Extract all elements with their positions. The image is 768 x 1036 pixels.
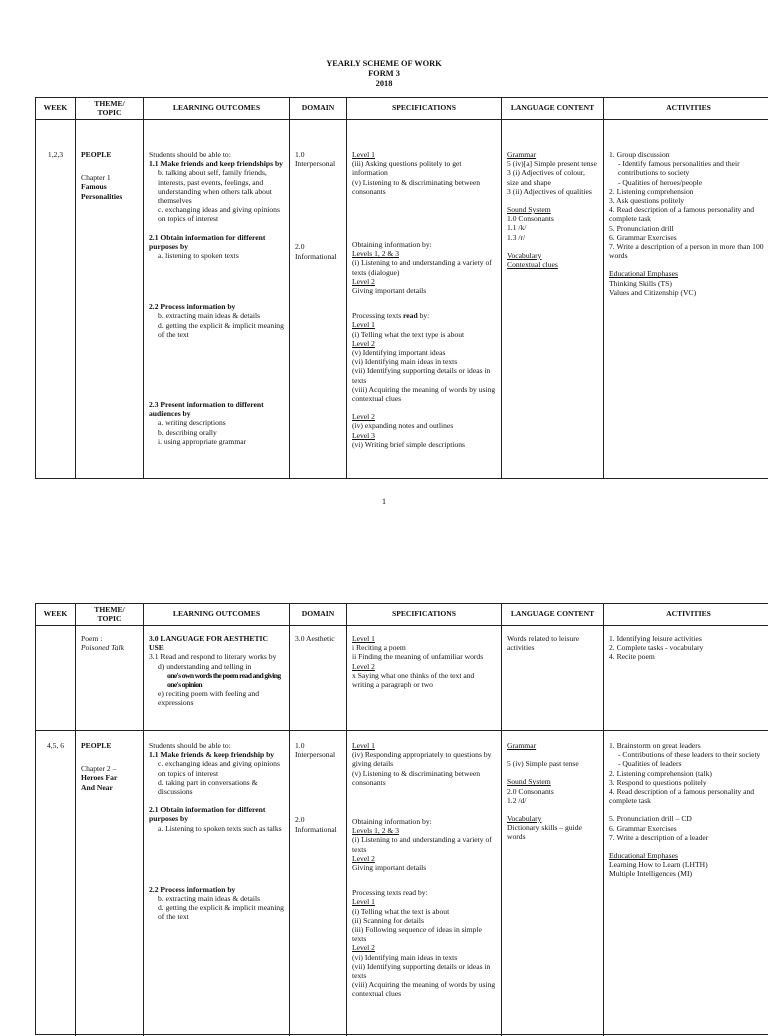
outcomes-cell: Students should be able to: 1.1 Make friends & keep friendship by c. exchanging ideas and giving opinions on topics of interest d. taking part in conversations & discussions 2.1 Obtain information for different purposes by a. Listening to spoken texts such as talks 2.2 Process information by b. extracting main ideas & details d. getting the explicit & implicit meaning of the text: [144, 731, 290, 1036]
table-row: [36, 731, 768, 1036]
specs-cell: Level 1 (iii) Asking questions politely to get information (v) Listening to & discriminating between consonants Obtaining information by: Levels 1, 2 & 3 (i) Listening to and understanding a variety of texts (dialogue) Level 2 Giving important details Processing texts read by: Level 1 (i) Telling what the text type is about Level 2 (v) Identifying important ideas (vi) Identifying main ideas in texts (vii) Identifying supporting details or ideas in texts (viii) Acquiring the meaning of words by using contextual clues Level 2 (iv) expanding notes and outlines Level 3 (vi) Writing brief simple descriptions: [347, 120, 502, 478]
table-header: [36, 604, 768, 626]
header-theme: THEME/ TOPIC: [76, 604, 144, 625]
page-number: 1: [381, 496, 387, 506]
scheme-table-page-1: [35, 97, 768, 479]
week-cell: [36, 626, 76, 730]
theme-cell: PEOPLE Chapter 2 – Heroes Far And Near: [76, 731, 144, 1036]
week-cell: 4,5, 6: [36, 731, 76, 1036]
table-row: [36, 626, 768, 731]
title-line-3: 2018: [375, 79, 393, 88]
week-cell: 1,2,3: [36, 120, 76, 478]
activities-cell: 1. Group discussion - Identify famous personalities and their contributions to society - Qualities of heroes/people 2. Listening comprehension 3. Ask questions politely 4. Read description of a famous personality and complete task 5. Pronunciation drill 6. Grammar Exercises 7. Write a description of a person in more than 100 words Educational Emphases Thinking Skills (TS) Values and Citizenship (VC): [609, 150, 764, 297]
domain-cell: 1.0 Interpersonal 2.0 Informational: [290, 731, 347, 1036]
header-outcomes: LEARNING OUTCOMES: [144, 98, 290, 119]
header-theme: THEME/ TOPIC: [76, 98, 144, 119]
header-acts: ACTIVITIES: [666, 103, 711, 113]
outcomes-cell: Students should be able to: 1.1 Make friends and keep friendships by b. talking about self, family friends, interests, past events, feelings, and understanding when others talk about themselves c. exchanging ideas and giving opinions on topics of interest 2.1 Obtain information for different purposes by a. listening to spoken texts 2.2 Process information by b. extracting main ideas & details d. getting the explicit & implicit meaning of the text 2.3 Present information to different audiences by a. writing descriptions b. describing orally i. using appropriate grammar: [144, 120, 290, 478]
header-lang: LANGUAGE CONTENT: [502, 604, 604, 625]
domain-cell: 3.0 Aesthetic: [290, 626, 347, 730]
title-line-1: YEARLY SCHEME OF WORK: [326, 59, 442, 68]
table-header: [36, 98, 768, 120]
header-specs: SPECIFICATIONS: [347, 98, 502, 119]
language-cell: Grammar 5 (iv) Simple past tense Sound System 2.0 Consonants 1.2 /d/ Vocabulary Dictionary skills – guide words: [502, 731, 604, 1036]
outcomes-cell: 3.0 LANGUAGE FOR AESTHETIC USE 3.1 Read and respond to literary works by d) understanding and telling in one's own words the poem read and giving one's opinion e) reciting poem with feeling and expressions: [144, 626, 290, 730]
document-title: [0, 59, 768, 89]
table-row: [36, 120, 768, 478]
specs-cell: Level 1 (iv) Responding appropriately to questions by giving details (v) Listening to & discriminating between consonants Obtaining information by: Levels 1, 2 & 3 (i) Listening to and understanding a variety of texts Level 2 Giving important details Processing texts read by: Level 1 (i) Telling what the text is about (ii) Scanning for details (iii) Following sequence of ideas in simple texts Level 2 (vi) Identifying main ideas in texts (vii) Identifying supporting details or ideas in texts (viii) Acquiring the meaning of words by using contextual clues: [347, 731, 502, 1036]
scheme-table-page-2: [35, 603, 768, 1035]
theme-cell: Poem : Poisoned Talk: [76, 626, 144, 730]
title-line-2: FORM 3: [368, 69, 400, 78]
language-cell: Grammar 5 (iv)[a] Simple present tense 3 (i) Adjectives of colour, size and shape 3 (ii) Adjectives of qualities Sound System 1.0 Consonants 1.1 /k/ 1.3 /r/ Vocabulary Contextual clues: [502, 120, 604, 478]
header-week: WEEK: [36, 604, 76, 625]
language-cell: Words related to leisure activities: [502, 626, 604, 730]
header-outcomes: LEARNING OUTCOMES: [144, 604, 290, 625]
specs-cell: Level 1 i Reciting a poem ii Finding the meaning of unfamiliar words Level 2 x Saying what one thinks of the text and writing a paragraph or two: [347, 626, 502, 730]
header-domain: DOMAIN: [290, 98, 347, 119]
header-specs: SPECIFICATIONS: [347, 604, 502, 625]
header-domain: DOMAIN: [290, 604, 347, 625]
activities-cell: 1. Brainstorm on great leaders - Contributions of these leaders to their society - Qualities of leaders 2. Listening comprehension (talk) 3. Respond to questions politely 4. Read description of a famous personality and complete task 5. Pronunciation drill – CD 6. Grammar Exercises 7. Write a description of a leader Educational Emphases Learning How to Learn (LHTH) Multiple Intelligences (MI): [609, 741, 761, 879]
domain-cell: 1.0 Interpersonal 2.0 Informational: [290, 120, 347, 478]
header-lang: LANGUAGE CONTENT: [502, 98, 604, 119]
header-acts: ACTIVITIES: [666, 609, 711, 619]
theme-cell: PEOPLE Chapter 1 Famous Personalities: [76, 120, 144, 478]
activities-cell: 1. Identifying leisure activities 2. Complete tasks - vocabulary 4. Recite poem: [609, 634, 704, 662]
header-week: WEEK: [36, 98, 76, 119]
